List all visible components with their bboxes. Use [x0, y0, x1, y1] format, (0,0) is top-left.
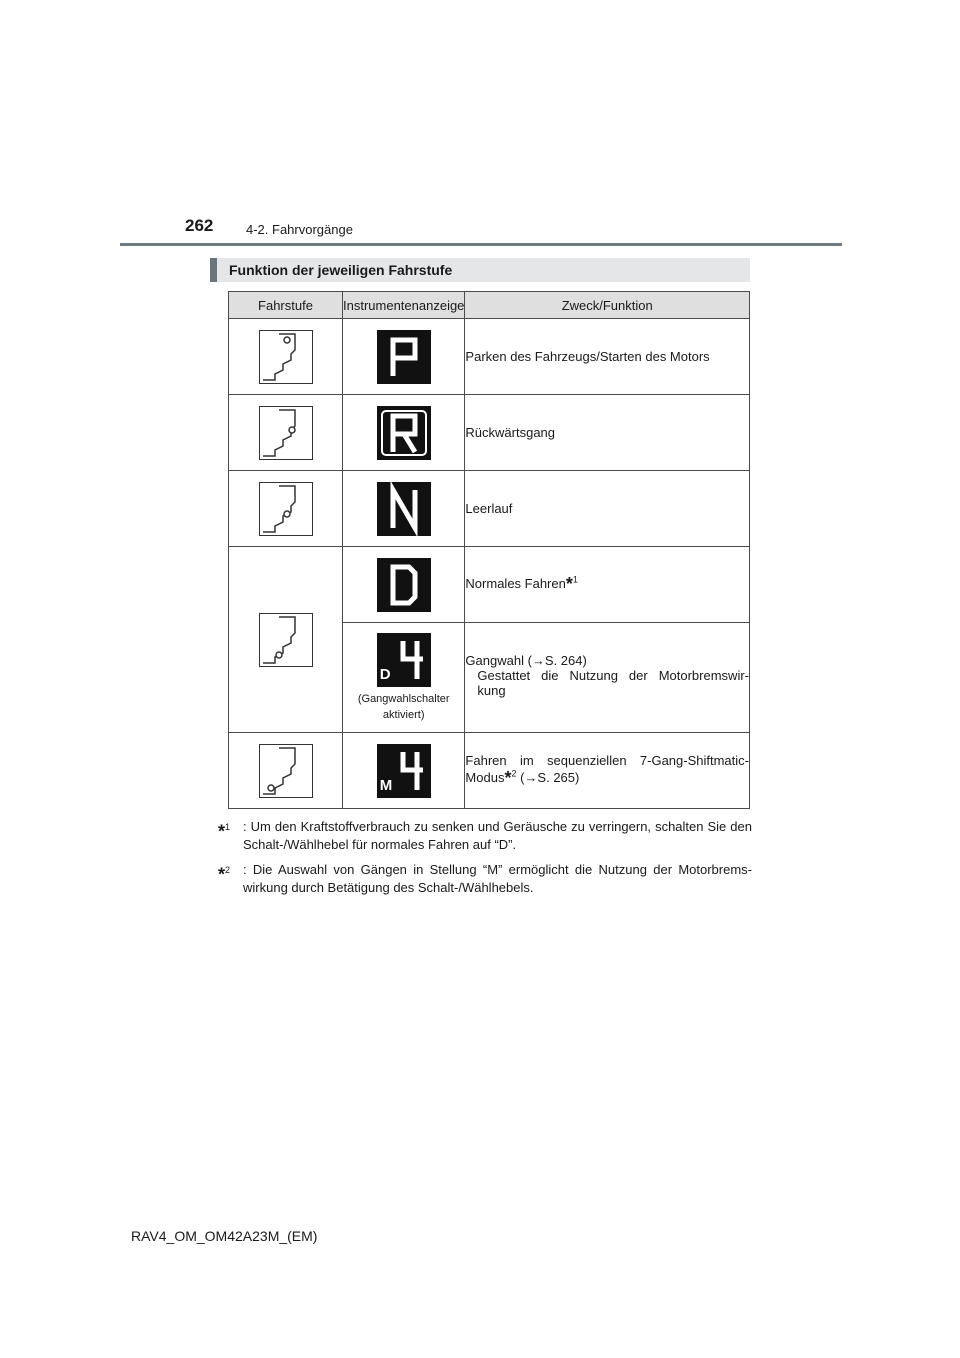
header-instrumentenanzeige: Instrumentenanzeige [343, 292, 465, 319]
display-p-icon [377, 330, 431, 384]
table-row [229, 733, 750, 809]
function-text: Leerlauf [465, 471, 750, 547]
shift-gate-p-icon [259, 330, 313, 384]
section-heading [210, 258, 750, 282]
footnote-1 [218, 818, 752, 854]
footnote-star: * [218, 821, 226, 842]
display-caption [343, 691, 464, 723]
caption-line: (Gangwahlschalter [357, 692, 450, 705]
footnote-text: : Um den Kraftstoffverbrauch zu senken und Geräusche zu verringern, schalten Sie den Schalt-/Wählhebel für normales Fahren auf “D”. [243, 819, 752, 852]
footnotes [218, 818, 752, 904]
section-title: 4-2. Fahrvorgänge [246, 222, 353, 237]
footnote-star: * [565, 574, 573, 594]
function-text: Parken des Fahrzeugs/Starten des Motors [465, 319, 750, 395]
footer-code: RAV4_OM_OM42A23M_(EM) [131, 1228, 318, 1244]
display-n-icon [377, 482, 431, 536]
table-row [229, 471, 750, 547]
function-line: Gestattet die Nutzung der Motorbremswir- [477, 668, 749, 683]
display-d-icon [377, 558, 431, 612]
footnote-ref: 1 [225, 822, 231, 832]
shift-gate-n-icon [259, 482, 313, 536]
display-tag: D [379, 665, 391, 683]
gate-cell [229, 395, 343, 471]
gate-cell [229, 733, 343, 809]
header-rule [120, 243, 842, 246]
header-fahrstufe: Fahrstufe [229, 292, 343, 319]
display-cell [343, 547, 465, 623]
header-zweck: Zweck/Funktion [465, 292, 750, 319]
section-heading-text: Funktion der jeweiligen Fahrstufe [229, 262, 453, 278]
function-text: Rückwärtsgang [465, 395, 750, 471]
footnote-star: * [218, 864, 226, 885]
shift-gate-d-icon [259, 613, 313, 667]
function-text [465, 547, 750, 623]
display-4-d-icon [377, 633, 431, 687]
function-label: (→S. 265) [516, 769, 580, 785]
display-r-icon [377, 406, 431, 460]
function-line [465, 768, 749, 789]
table-row [229, 547, 750, 623]
function-line: kung [477, 683, 506, 698]
display-tag: M [379, 776, 393, 794]
display-cell [343, 623, 465, 733]
function-text [465, 623, 750, 733]
function-line: Fahren im sequenziellen 7-Gang-Shiftmatic- [465, 752, 749, 768]
footnote-ref: 2 [225, 865, 231, 875]
table-row [229, 319, 750, 395]
gate-cell [229, 547, 343, 733]
display-4-m-icon [377, 744, 431, 798]
table-header-row [229, 292, 750, 319]
shift-gate-m-icon [259, 744, 313, 798]
caption-line: aktiviert) [382, 708, 425, 721]
footnote-ref: 2 [511, 768, 517, 779]
shift-gate-r-icon [259, 406, 313, 460]
table-row [229, 395, 750, 471]
gate-cell [229, 319, 343, 395]
footnote-2 [218, 861, 752, 897]
function-label: Modus [465, 769, 505, 785]
footnote-text: : Die Auswahl von Gängen in Stellung “M” ermöglicht die Nutzung der Motorbrems- wirkung durch Betätigung des Schalt-/Wählhebels. [243, 862, 752, 895]
footnote-star: * [504, 767, 512, 788]
gate-cell [229, 471, 343, 547]
function-label: Normales Fahren [465, 576, 566, 591]
footnote-marker [218, 818, 230, 840]
gear-function-table [228, 291, 750, 809]
page-number: 262 [185, 216, 214, 235]
function-line: Gangwahl (→S. 264) [465, 653, 587, 668]
display-cell [343, 319, 465, 395]
footnote-marker [218, 861, 230, 883]
display-cell [343, 733, 465, 809]
footnote-ref: 1 [572, 574, 578, 585]
display-cell [343, 395, 465, 471]
display-cell [343, 471, 465, 547]
function-text [465, 733, 750, 809]
